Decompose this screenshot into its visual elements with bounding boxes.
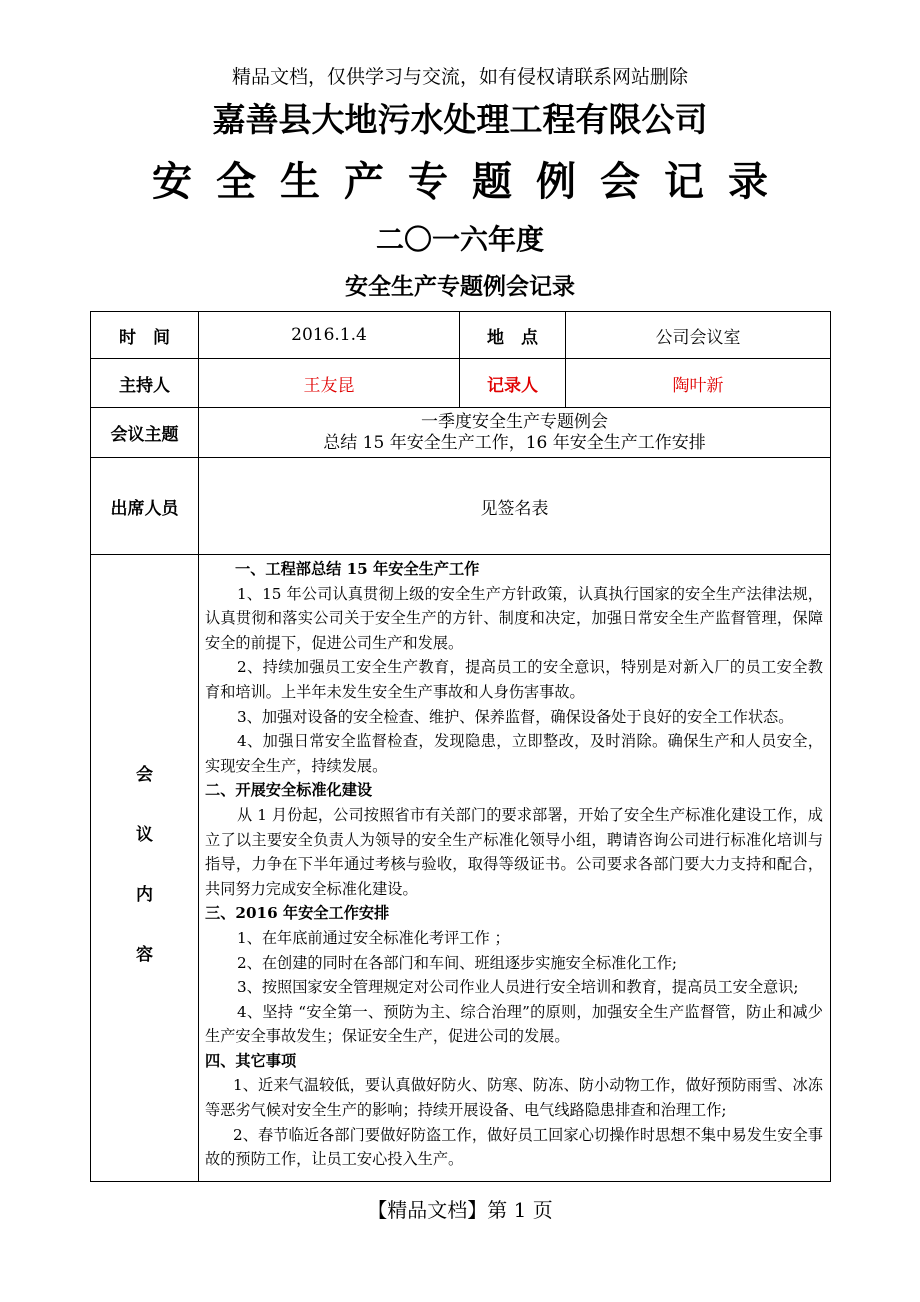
topic-value — [199, 408, 831, 458]
meeting-content — [199, 555, 831, 1182]
meeting-record-table — [90, 311, 830, 1182]
content-label-char: 容 — [136, 945, 153, 965]
topic-line-2: 总结 15 年安全生产工作，16 年安全生产工作安排 — [323, 432, 706, 453]
year-title: 二〇一六年度 — [375, 223, 544, 256]
section-3-title: 三、2016 年安全工作安排 — [205, 904, 390, 923]
section-3-item-1: 1、在年底前通过安全标准化考评工作 ； — [237, 928, 510, 947]
content-label-char: 内 — [136, 885, 153, 905]
section-4-item-2: 2、春节临近各部门要做好防盗工作，做好员工回家心切操作时思想不集中易发生安全事故的预防工作，让员工安心投入生产。 — [205, 1125, 823, 1169]
host-value: 王友昆 — [199, 359, 460, 408]
section-4-title: 四、其它事项 — [205, 1051, 297, 1070]
content-label-char: 议 — [136, 825, 153, 845]
content-label-char: 会 — [136, 765, 153, 785]
content-label — [91, 555, 199, 1182]
main-title: 安全生产专题例会记录 — [152, 158, 792, 205]
section-1-title: 一、工程部总结 15 年安全生产工作 — [235, 560, 480, 578]
time-value: 2016.1.4 — [199, 312, 460, 359]
place-label: 地 点 — [460, 312, 566, 359]
page-footer: 【精品文档】第 1 页 — [367, 1198, 553, 1222]
section-3-item-2: 2、在创建的同时在各部门和车间、班组逐步实施安全标准化工作; — [237, 953, 678, 972]
topic-label: 会议主题 — [91, 408, 199, 458]
section-2-title: 二、开展安全标准化建设 — [205, 781, 373, 800]
attendees-label: 出席人员 — [91, 458, 199, 555]
section-1-item-3: 3、加强对设备的安全检查、维护、保养监督，确保设备处于良好的安全工作状态。 — [237, 707, 794, 726]
record-subtitle: 安全生产专题例会记录 — [345, 273, 575, 300]
topic-line-1: 一季度安全生产专题例会 — [421, 411, 608, 432]
section-4-item-1: 1、近来气温较低，要认真做好防火、防寒、防冻、防小动物工作，做好预防雨雪、冰冻等恶劣气候对安全生产的影响；持续开展设备、电气线路隐患排查和治理工作; — [205, 1076, 823, 1120]
section-2-paragraph: 从 1 月份起，公司按照省市有关部门的要求部署，开始了安全生产标准化建设工作，成立了以主要安全负责人为领导的安全生产标准化领导小组，聘请咨询公司进行标准化培训与指导，力争在下半年通过考核与验收，取得等级证书。公司要求各部门要大力支持和配合，共同努力完成安全标准化建设。 — [205, 805, 823, 898]
section-3-item-3: 3、按照国家安全管理规定对公司作业人员进行安全培训和教育，提高员工安全意识; — [237, 978, 799, 997]
host-label: 主持人 — [91, 359, 199, 408]
section-1-item-4: 4、加强日常安全监督检查，发现隐患，立即整改，及时消除。确保生产和人员安全，实现安全生产，持续发展。 — [205, 732, 823, 775]
section-1-item-2: 2、持续加强员工安全生产教育，提高员工的安全意识，特别是对新入厂的员工安全教育和培训。上半年未发生安全生产事故和人身伤害事故。 — [205, 658, 823, 701]
section-1-item-1: 1、15 年公司认真贯彻上级的安全生产方针政策，认真执行国家的安全生产法律法规，认真贯彻和落实公司关于安全生产的方针、制度和决定，加强日常安全生产监督管理，保障安全的前提下，促进公司生产和发展。 — [205, 584, 823, 652]
section-3-item-4: 4、坚持 “安全第一、预防为主、综合治理”的原则，加强安全生产监督管，防止和减少生产安全事故发生；保证安全生产，促进公司的发展。 — [205, 1002, 823, 1046]
place-value: 公司会议室 — [566, 312, 831, 359]
attendees-value: 见签名表 — [199, 458, 831, 555]
time-label: 时 间 — [91, 312, 199, 359]
recorder-label: 记录人 — [460, 359, 566, 408]
recorder-value: 陶叶新 — [566, 359, 831, 408]
watermark-text: 精品文档，仅供学习与交流，如有侵权请联系网站删除 — [231, 66, 688, 88]
company-name: 嘉善县大地污水处理工程有限公司 — [212, 100, 708, 139]
